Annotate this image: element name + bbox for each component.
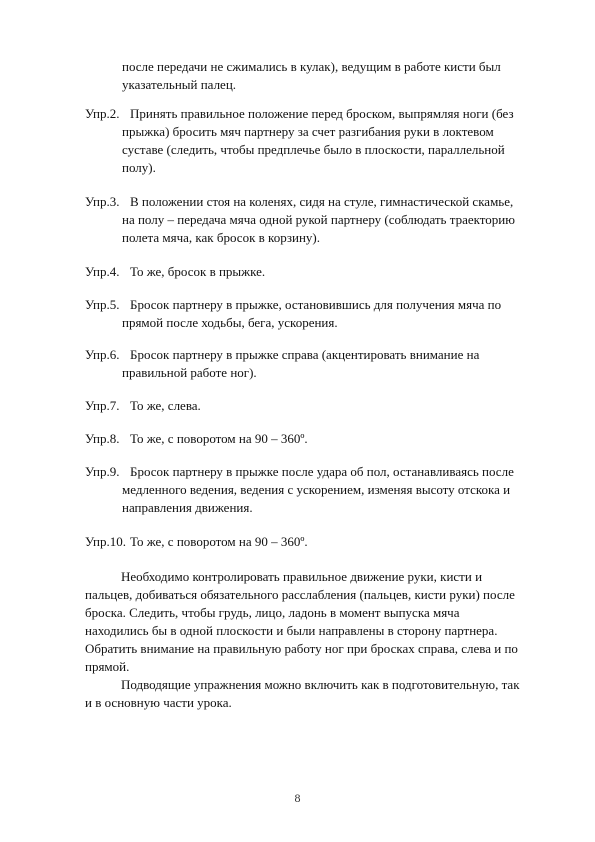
text-line: пальцев, добиваться обязательного расслабления (пальцев, кисти руки) после <box>85 587 515 602</box>
text-line: прыжка) бросить мяч партнеру за счет разгибания руки в локтевом <box>122 124 494 139</box>
text-line: То же, слева. <box>130 398 201 413</box>
text-line: полета мяча, как бросок в корзину). <box>122 230 320 245</box>
exercise-label: Упр.2. <box>85 106 120 121</box>
exercise-2 <box>85 105 545 177</box>
exercise-5 <box>85 296 545 332</box>
text-line: То же, с поворотом на 90 – 360º. <box>130 534 308 549</box>
text-line: и в основную части урока. <box>85 695 232 710</box>
exercise-label: Упр.3. <box>85 194 120 209</box>
text-line: Бросок партнеру в прыжке после удара об пол, останавливаясь после <box>130 464 514 479</box>
text-line: прямой после ходьбы, бега, ускорения. <box>122 315 338 330</box>
intro-continuation <box>85 58 545 94</box>
exercise-label: Упр.7. <box>85 398 120 413</box>
text-line: Подводящие упражнения можно включить как в подготовительную, так <box>121 677 520 692</box>
text-line: Обратить внимание на правильную работу ног при бросках справа, слева и по <box>85 641 518 656</box>
text-line: Необходимо контролировать правильное движение руки, кисти и <box>121 569 483 584</box>
text-line: медленного ведения, ведения с ускорением, изменяя высоту отскока и <box>122 482 511 497</box>
text-line: после передачи не сжимались в кулак), ведущим в работе кисти был <box>122 59 501 74</box>
text-line: То же, бросок в прыжке. <box>130 264 266 279</box>
text-line: направления движения. <box>122 500 253 515</box>
text-line: Бросок партнеру в прыжке справа (акцентировать внимание на <box>130 347 480 362</box>
exercise-10 <box>85 533 545 551</box>
text-line: Принять правильное положение перед броском, выпрямляя ноги (без <box>130 106 514 121</box>
exercise-label: Упр.9. <box>85 464 120 479</box>
exercise-label: Упр.4. <box>85 264 120 279</box>
exercise-label: Упр.6. <box>85 347 120 362</box>
text-line: полу). <box>122 160 156 175</box>
text-line: суставе (следить, чтобы предплечье было в плоскости, параллельной <box>122 142 505 157</box>
exercise-8 <box>85 430 545 448</box>
exercise-label: Упр.8. <box>85 431 120 446</box>
body-paragraph <box>85 676 550 712</box>
exercise-3 <box>85 193 545 247</box>
exercise-7 <box>85 397 545 415</box>
text-line: находились бы в одной плоскости и были направлены в сторону партнера. <box>85 623 498 638</box>
exercise-9 <box>85 463 545 517</box>
exercise-6 <box>85 346 545 382</box>
text-line: указательный палец. <box>122 77 237 92</box>
page-number: 8 <box>294 791 301 805</box>
text-line: броска. Следить, чтобы грудь, лицо, ладонь в момент выпуска мяча <box>85 605 460 620</box>
text-line: То же, с поворотом на 90 – 360º. <box>130 431 308 446</box>
text-line: правильной работе ног). <box>122 365 257 380</box>
body-paragraph <box>85 568 550 676</box>
exercise-label: Упр.10. <box>85 534 127 549</box>
text-line: В положении стоя на коленях, сидя на стуле, гимнастической скамье, <box>130 194 514 209</box>
exercise-4 <box>85 263 545 281</box>
text-line: на полу – передача мяча одной рукой партнеру (соблюдать траекторию <box>122 212 515 227</box>
exercise-label: Упр.5. <box>85 297 120 312</box>
text-line: Бросок партнеру в прыжке, остановившись для получения мяча по <box>130 297 502 312</box>
text-line: прямой. <box>85 659 130 674</box>
